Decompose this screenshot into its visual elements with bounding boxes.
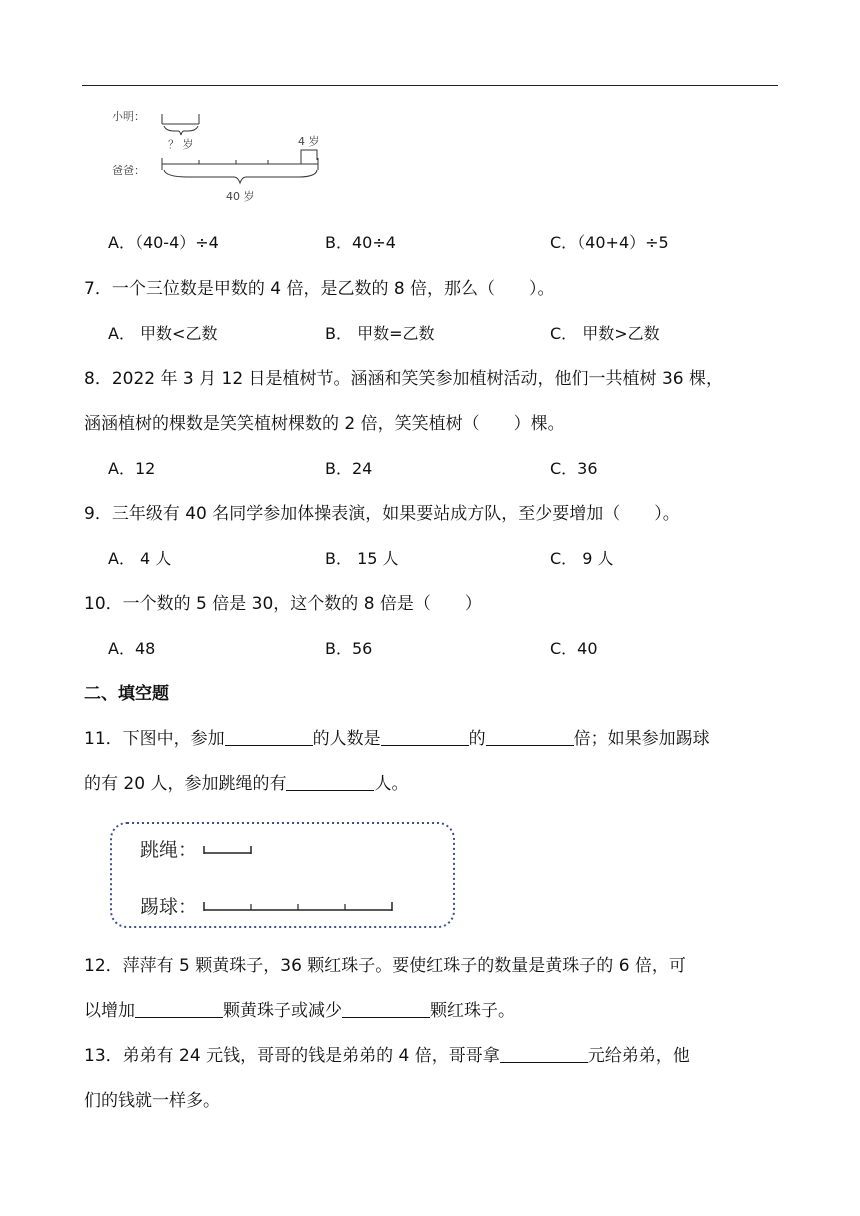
q7-stem: 7．一个三位数是甲数的 4 倍，是乙数的 8 倍，那么（ ）。 <box>84 279 555 299</box>
q12-text-4: 颗红珠子。 <box>430 1001 515 1021</box>
q11-blank-2[interactable] <box>381 729 469 746</box>
q9-option-b: B． 15 人 <box>325 549 399 568</box>
q11-text-6: 人。 <box>374 774 409 794</box>
q11-text-3: 的 <box>468 729 486 749</box>
q7-option-a: A． 甲数<乙数 <box>108 324 218 343</box>
q11-blank-3[interactable] <box>486 729 574 746</box>
q11-line1 <box>84 728 710 750</box>
q13-line2: 们的钱就一样多。 <box>84 1091 220 1111</box>
q11-text-4: 倍；如果参加踢球 <box>573 729 710 749</box>
q11-blank-1[interactable] <box>225 729 313 746</box>
q12-text-3: 颗黄珠子或减少 <box>223 1001 342 1021</box>
q11-text-2: 的人数是 <box>312 729 381 749</box>
forty-years-label: 40 岁 <box>226 190 255 203</box>
baba-label: 爸爸： <box>112 164 145 177</box>
q12-blank-2[interactable] <box>342 1001 430 1018</box>
q8-stem-line1: 8．2022 年 3 月 12 日是植树节。涵涵和笑笑参加植树活动，他们一共植树 36 棵， <box>84 369 723 389</box>
q12-line2 <box>84 1000 515 1022</box>
q10-option-c: C．40 <box>550 639 598 658</box>
q6-option-c: C．（40+4）÷5 <box>550 233 669 252</box>
rope-ball-segment-diagram <box>108 820 458 930</box>
tiqiu-label: 踢球： <box>140 896 198 918</box>
q13-text-1: 13．弟弟有 24 元钱，哥哥的钱是弟弟的 4 倍，哥哥拿 <box>84 1046 500 1066</box>
age-segment-diagram <box>108 100 348 212</box>
xiaoming-label: 小明： <box>112 110 145 123</box>
q8-stem-line2: 涵涵植树的棵数是笑笑植树棵数的 2 倍，笑笑植树（ ）棵。 <box>84 414 565 434</box>
q13-text-2: 元给弟弟，他 <box>587 1046 690 1066</box>
q11-blank-4[interactable] <box>286 774 374 791</box>
q12-text-2: 以增加 <box>84 1001 135 1021</box>
q10-option-b: B．56 <box>325 639 373 658</box>
section-heading-fill-blank: 二、填空题 <box>84 684 169 704</box>
q9-stem: 9．三年级有 40 名同学参加体操表演，如果要站成方队，至少要增加（ ）。 <box>84 504 680 524</box>
four-years-label: 4 岁 <box>298 135 320 148</box>
q13-blank-1[interactable] <box>500 1046 588 1063</box>
q13-line1 <box>84 1045 690 1067</box>
q7-option-b: B． 甲数=乙数 <box>325 324 435 343</box>
q7-option-c: C． 甲数>乙数 <box>550 324 660 343</box>
q11-text-1: 11．下图中，参加 <box>84 729 225 749</box>
q6-option-a: A．（40-4）÷4 <box>108 233 219 252</box>
q9-option-a: A． 4 人 <box>108 549 172 568</box>
q12-blank-1[interactable] <box>135 1001 223 1018</box>
tiaosheng-label: 跳绳： <box>140 839 198 861</box>
question-age-label: ？ 岁 <box>168 138 194 151</box>
q11-text-5: 的有 20 人，参加跳绳的有 <box>84 774 287 794</box>
header-rule <box>82 85 778 86</box>
q11-line2 <box>84 773 408 795</box>
q10-option-a: A．48 <box>108 639 156 658</box>
q8-option-c: C．36 <box>550 459 598 478</box>
q9-option-c: C． 9 人 <box>550 549 614 568</box>
q10-stem: 10．一个数的 5 倍是 30，这个数的 8 倍是（ ） <box>84 594 482 614</box>
q12-line1: 12．萍萍有 5 颗黄珠子，36 颗红珠子。要使红珠子的数量是黄珠子的 6 倍，可 <box>84 956 686 976</box>
q8-option-b: B．24 <box>325 459 373 478</box>
q6-option-b: B．40÷4 <box>325 233 396 252</box>
q8-option-a: A．12 <box>108 459 156 478</box>
